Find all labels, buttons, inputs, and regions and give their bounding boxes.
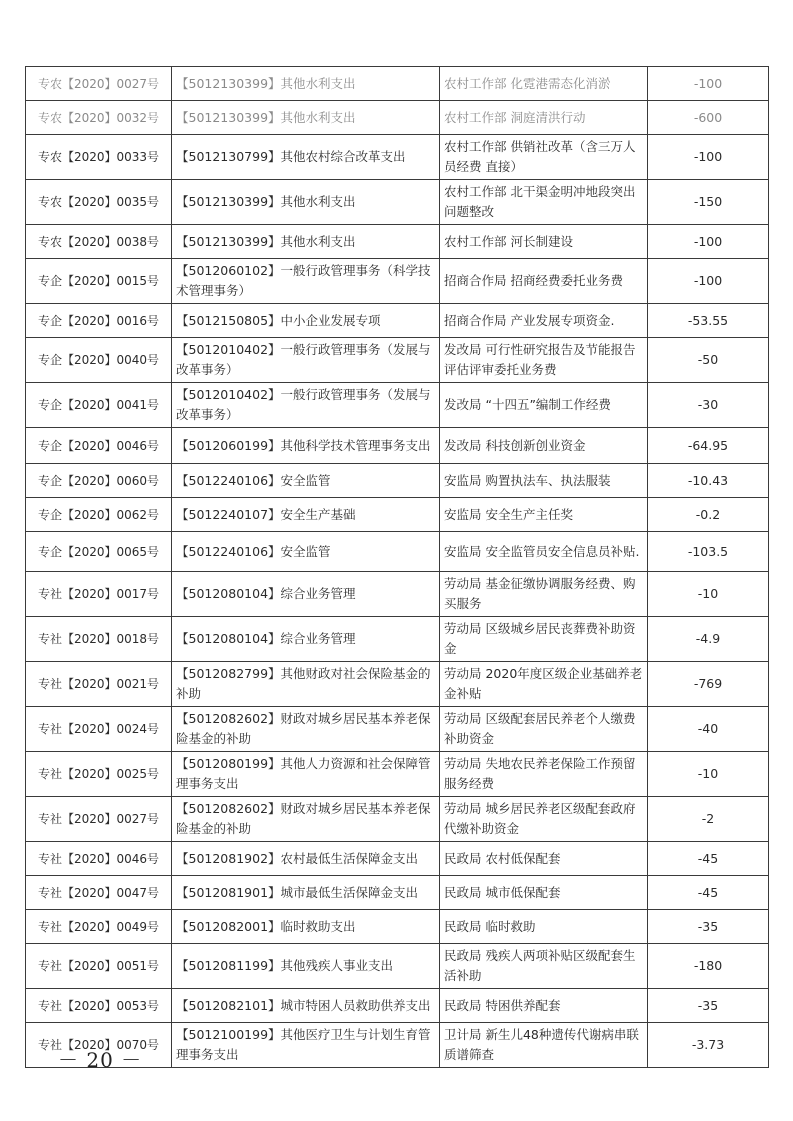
table-row	[26, 617, 769, 662]
document-number-cell: 专企【2020】0041号	[26, 383, 172, 428]
document-number-cell: 专社【2020】0021号	[26, 662, 172, 707]
document-number-cell: 专社【2020】0027号	[26, 797, 172, 842]
document-number-cell: 专社【2020】0047号	[26, 876, 172, 910]
table-row	[26, 259, 769, 304]
budget-subject-cell: 【5012081902】农村最低生活保障金支出	[172, 842, 440, 876]
amount-cell: -0.2	[648, 498, 769, 532]
budget-adjustment-table	[25, 66, 769, 1068]
document-number-cell: 专农【2020】0033号	[26, 135, 172, 180]
table-body	[26, 67, 769, 1068]
amount-cell: -100	[648, 225, 769, 259]
document-number-cell: 专企【2020】0016号	[26, 304, 172, 338]
budget-subject-cell: 【5012081901】城市最低生活保障金支出	[172, 876, 440, 910]
table-row	[26, 338, 769, 383]
department-item-cell: 农村工作部 河长制建设	[440, 225, 648, 259]
table-row	[26, 989, 769, 1023]
budget-subject-cell: 【5012130399】其他水利支出	[172, 67, 440, 101]
table-row	[26, 225, 769, 259]
budget-subject-cell: 【5012100199】其他医疗卫生与计划生育管理事务支出	[172, 1023, 440, 1068]
table-row	[26, 101, 769, 135]
department-item-cell: 农村工作部 化霓港需态化消淤	[440, 67, 648, 101]
document-number-cell: 专农【2020】0038号	[26, 225, 172, 259]
document-number-cell: 专社【2020】0017号	[26, 572, 172, 617]
department-item-cell: 民政局 残疾人两项补贴区级配套生活补助	[440, 944, 648, 989]
document-number-cell: 专社【2020】0024号	[26, 707, 172, 752]
department-item-cell: 农村工作部 北干渠金明冲地段突出问题整改	[440, 180, 648, 225]
department-item-cell: 劳动局 基金征缴协调服务经费、购买服务	[440, 572, 648, 617]
budget-subject-cell: 【5012130799】其他农村综合改革支出	[172, 135, 440, 180]
department-item-cell: 劳动局 城乡居民养老区级配套政府代缴补助资金	[440, 797, 648, 842]
department-item-cell: 民政局 特困供养配套	[440, 989, 648, 1023]
table-row	[26, 797, 769, 842]
table-row	[26, 383, 769, 428]
department-item-cell: 安监局 安全生产主任奖	[440, 498, 648, 532]
department-item-cell: 发改局 “十四五”编制工作经费	[440, 383, 648, 428]
table-row	[26, 944, 769, 989]
table-row	[26, 910, 769, 944]
amount-cell: -45	[648, 842, 769, 876]
department-item-cell: 安监局 购置执法车、执法服装	[440, 464, 648, 498]
document-number-cell: 专企【2020】0062号	[26, 498, 172, 532]
amount-cell: -150	[648, 180, 769, 225]
budget-subject-cell: 【5012240107】安全生产基础	[172, 498, 440, 532]
amount-cell: -30	[648, 383, 769, 428]
document-number-cell: 专农【2020】0032号	[26, 101, 172, 135]
department-item-cell: 民政局 临时救助	[440, 910, 648, 944]
department-item-cell: 劳动局 区级配套居民养老个人缴费补助资金	[440, 707, 648, 752]
document-number-cell: 专企【2020】0046号	[26, 428, 172, 464]
amount-cell: -50	[648, 338, 769, 383]
amount-cell: -769	[648, 662, 769, 707]
table-row	[26, 662, 769, 707]
department-item-cell: 民政局 城市低保配套	[440, 876, 648, 910]
department-item-cell: 招商合作局 招商经费委托业务费	[440, 259, 648, 304]
table-row	[26, 842, 769, 876]
department-item-cell: 农村工作部 供销社改革（含三万人员经费 直接）	[440, 135, 648, 180]
document-number-cell: 专农【2020】0035号	[26, 180, 172, 225]
budget-subject-cell: 【5012082001】临时救助支出	[172, 910, 440, 944]
department-item-cell: 劳动局 2020年度区级企业基础养老金补贴	[440, 662, 648, 707]
table-row	[26, 572, 769, 617]
amount-cell: -100	[648, 259, 769, 304]
department-item-cell: 劳动局 区级城乡居民丧葬费补助资金	[440, 617, 648, 662]
document-number-cell: 专社【2020】0070号	[26, 1023, 172, 1068]
amount-cell: -35	[648, 910, 769, 944]
document-number-cell: 专社【2020】0051号	[26, 944, 172, 989]
document-number-cell: 专企【2020】0065号	[26, 532, 172, 572]
budget-subject-cell: 【5012010402】一般行政管理事务（发展与改革事务）	[172, 383, 440, 428]
amount-cell: -103.5	[648, 532, 769, 572]
budget-subject-cell: 【5012150805】中小企业发展专项	[172, 304, 440, 338]
document-number-cell: 专企【2020】0060号	[26, 464, 172, 498]
document-number-cell: 专社【2020】0046号	[26, 842, 172, 876]
amount-cell: -10.43	[648, 464, 769, 498]
budget-subject-cell: 【5012130399】其他水利支出	[172, 101, 440, 135]
table-row	[26, 532, 769, 572]
amount-cell: -10	[648, 752, 769, 797]
table-row	[26, 876, 769, 910]
amount-cell: -100	[648, 135, 769, 180]
amount-cell: -10	[648, 572, 769, 617]
document-number-cell: 专社【2020】0049号	[26, 910, 172, 944]
amount-cell: -2	[648, 797, 769, 842]
budget-subject-cell: 【5012082799】其他财政对社会保险基金的补助	[172, 662, 440, 707]
table-row	[26, 304, 769, 338]
department-item-cell: 招商合作局 产业发展专项资金.	[440, 304, 648, 338]
budget-subject-cell: 【5012082602】财政对城乡居民基本养老保险基金的补助	[172, 707, 440, 752]
budget-subject-cell: 【5012130399】其他水利支出	[172, 180, 440, 225]
amount-cell: -53.55	[648, 304, 769, 338]
department-item-cell: 安监局 安全监管员安全信息员补贴.	[440, 532, 648, 572]
amount-cell: -100	[648, 67, 769, 101]
amount-cell: -40	[648, 707, 769, 752]
table-row	[26, 428, 769, 464]
amount-cell: -35	[648, 989, 769, 1023]
table-row	[26, 180, 769, 225]
document-number-cell: 专企【2020】0015号	[26, 259, 172, 304]
budget-subject-cell: 【5012082101】城市特困人员救助供养支出	[172, 989, 440, 1023]
document-number-cell: 专社【2020】0053号	[26, 989, 172, 1023]
department-item-cell: 发改局 科技创新创业资金	[440, 428, 648, 464]
amount-cell: -64.95	[648, 428, 769, 464]
amount-cell: -180	[648, 944, 769, 989]
amount-cell: -600	[648, 101, 769, 135]
table-row	[26, 135, 769, 180]
budget-subject-cell: 【5012010402】一般行政管理事务（发展与改革事务）	[172, 338, 440, 383]
page-number: － 20 －	[58, 1048, 143, 1072]
budget-subject-cell: 【5012240106】安全监管	[172, 532, 440, 572]
table-row	[26, 67, 769, 101]
document-number-cell: 专农【2020】0027号	[26, 67, 172, 101]
table-row	[26, 464, 769, 498]
amount-cell: -45	[648, 876, 769, 910]
department-item-cell: 劳动局 失地农民养老保险工作预留服务经费	[440, 752, 648, 797]
table-row	[26, 707, 769, 752]
document-number-cell: 专企【2020】0040号	[26, 338, 172, 383]
department-item-cell: 发改局 可行性研究报告及节能报告评估评审委托业务费	[440, 338, 648, 383]
budget-subject-cell: 【5012060199】其他科学技术管理事务支出	[172, 428, 440, 464]
amount-cell: -4.9	[648, 617, 769, 662]
table-row	[26, 752, 769, 797]
budget-subject-cell: 【5012080104】综合业务管理	[172, 572, 440, 617]
budget-subject-cell: 【5012240106】安全监管	[172, 464, 440, 498]
department-item-cell: 民政局 农村低保配套	[440, 842, 648, 876]
document-number-cell: 专社【2020】0018号	[26, 617, 172, 662]
budget-subject-cell: 【5012081199】其他残疾人事业支出	[172, 944, 440, 989]
budget-subject-cell: 【5012060102】一般行政管理事务（科学技术管理事务）	[172, 259, 440, 304]
table-row	[26, 498, 769, 532]
document-number-cell: 专社【2020】0025号	[26, 752, 172, 797]
department-item-cell: 农村工作部 洞庭清洪行动	[440, 101, 648, 135]
budget-subject-cell: 【5012082602】财政对城乡居民基本养老保险基金的补助	[172, 797, 440, 842]
budget-subject-cell: 【5012080104】综合业务管理	[172, 617, 440, 662]
budget-subject-cell: 【5012080199】其他人力资源和社会保障管理事务支出	[172, 752, 440, 797]
budget-subject-cell: 【5012130399】其他水利支出	[172, 225, 440, 259]
amount-cell: -3.73	[648, 1023, 769, 1068]
department-item-cell: 卫计局 新生儿48种遗传代谢病串联质谱筛查	[440, 1023, 648, 1068]
